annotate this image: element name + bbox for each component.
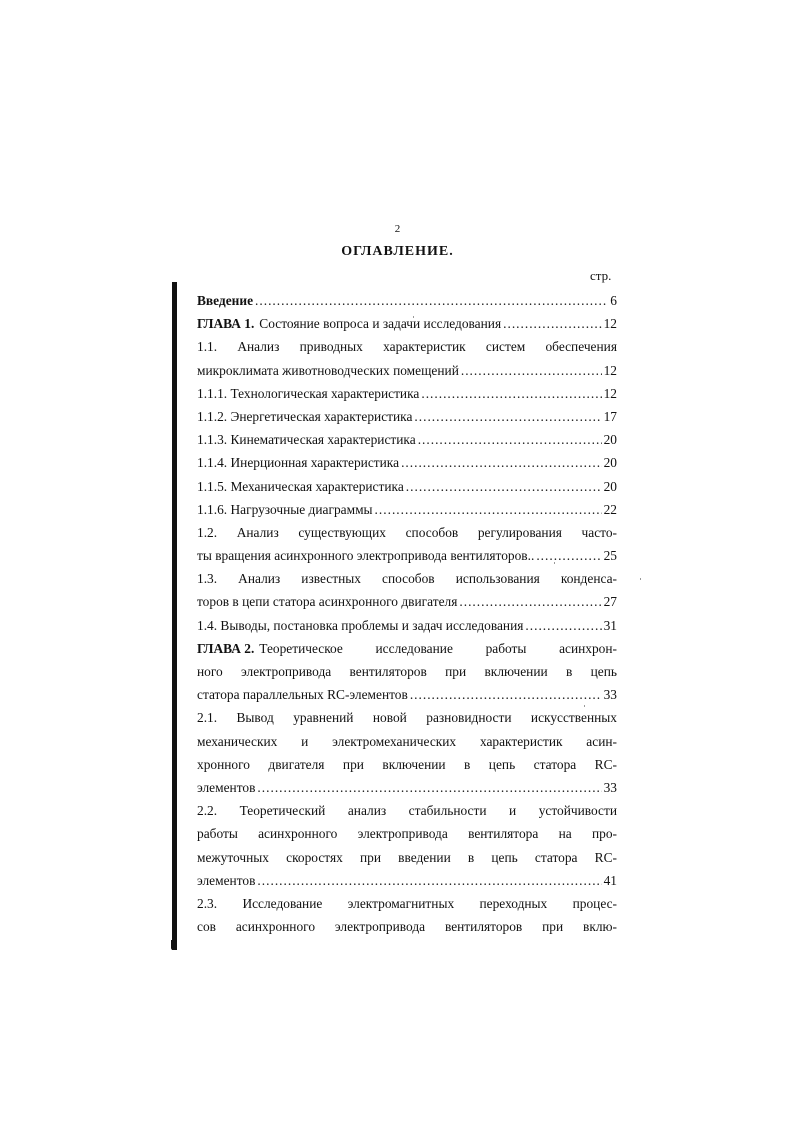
table-of-contents: [197, 289, 617, 938]
toc-entry-text: 2.2. Теоретический анализ стабильности и устойчивости: [197, 803, 617, 819]
toc-entry: [197, 614, 617, 637]
toc-entry-text: хронного двигателя при включении в цепь статора RC-: [197, 756, 617, 772]
toc-dot-leader: [255, 289, 608, 312]
toc-entry-page: 22: [603, 501, 617, 517]
page-number: 2: [394, 223, 401, 235]
toc-entry-text: 1.1.4. Инерционная характеристика: [197, 455, 400, 471]
toc-entry: [197, 822, 617, 845]
toc-entry: [197, 544, 617, 567]
toc-entry: [197, 567, 617, 590]
toc-dot-leader: [459, 590, 601, 613]
toc-entry: [197, 498, 617, 521]
toc-entry: [197, 637, 617, 660]
toc-entry-text: работы асинхронного электропривода вентилятора на про-: [197, 826, 617, 842]
toc-entry-text: 1.1.1. Технологическая характеристика: [197, 385, 420, 401]
toc-entry: [197, 405, 617, 428]
toc-entry: [197, 706, 617, 729]
toc-dot-leader: [536, 544, 601, 567]
toc-entry-text: 2.3. Исследование электромагнитных переходных процес-: [197, 895, 617, 911]
toc-entry-page: 27: [603, 594, 617, 610]
toc-dot-leader: [525, 614, 601, 637]
toc-entry-text: ного электропривода вентиляторов при включении в цепь: [197, 664, 617, 679]
toc-entry: [197, 590, 617, 613]
toc-entry-page: 12: [603, 385, 617, 401]
toc-entry-text: элементов: [197, 872, 256, 888]
toc-entry: [197, 753, 617, 776]
toc-entry-text: 1.2. Анализ существующих способов регулирования часто-: [197, 524, 617, 540]
toc-dot-leader: [421, 382, 601, 405]
toc-entry: [197, 683, 617, 706]
toc-entry: [197, 799, 617, 822]
toc-entry-prefix: ГЛАВА 1.: [197, 316, 255, 332]
toc-title: ОГЛАВЛЕНИЕ.: [341, 244, 454, 259]
toc-dot-leader: [461, 359, 602, 382]
toc-entry-text: Состояние вопроса и задачи исследования: [259, 316, 502, 332]
toc-entry-text: 1.1.6. Нагрузочные диаграммы: [197, 501, 373, 517]
toc-entry-page: 12: [603, 316, 617, 332]
toc-entry-page: 33: [603, 687, 617, 703]
toc-entry-prefix: ГЛАВА 2.: [197, 640, 255, 656]
scan-speck: [640, 578, 641, 580]
toc-entry-text: Теоретическое исследование работы асинхрон-: [259, 640, 617, 656]
toc-dot-leader: [401, 451, 602, 474]
toc-entry-text: 2.1. Вывод уравнений новой разновидности искусственных: [197, 710, 617, 726]
toc-entry-page: 41: [603, 872, 617, 888]
toc-entry-text: элементов: [197, 779, 256, 795]
scan-edge-shadow-tip: [171, 940, 177, 950]
toc-entry-text: ты вращения асинхронного электропривода вентиляторов..: [197, 548, 535, 564]
toc-entry-page: 33: [603, 779, 617, 795]
toc-entry: [197, 869, 617, 892]
toc-entry-page: 20: [603, 455, 617, 471]
toc-entry: [197, 451, 617, 474]
toc-entry: [197, 892, 617, 915]
toc-entry-page: 20: [603, 478, 617, 494]
toc-entry-text: 1.1.3. Кинематическая характеристика: [197, 432, 416, 448]
toc-dot-leader: [414, 405, 601, 428]
toc-entry-page: 6: [610, 293, 617, 308]
toc-entry: [197, 428, 617, 451]
toc-dot-leader: [418, 428, 602, 451]
toc-dot-leader: [375, 498, 602, 521]
toc-entry: [197, 312, 617, 335]
toc-entry-text: статора параллельных RC-элементов: [197, 687, 408, 703]
toc-entry: [197, 475, 617, 498]
toc-entry-text: межуточных скоростях при введении в цепь статора RC-: [197, 849, 617, 865]
toc-entry-text: сов асинхронного электропривода вентиляторов при вклю-: [197, 919, 617, 935]
toc-entry: [197, 660, 617, 683]
toc-entry: [197, 289, 617, 312]
page-column-label: стр.: [590, 268, 612, 283]
toc-entry-text: 1.4. Выводы, постановка проблемы и задач исследования: [197, 617, 524, 633]
toc-entry-page: 12: [603, 362, 617, 378]
toc-entry: [197, 359, 617, 382]
toc-entry: [197, 846, 617, 869]
toc-entry-page: 31: [603, 617, 617, 633]
toc-entry-text: микроклимата животноводческих помещений: [197, 362, 459, 378]
toc-entry-text: 1.3. Анализ известных способов использования конденса-: [197, 571, 617, 587]
toc-entry: [197, 382, 617, 405]
toc-entry-text: торов в цепи статора асинхронного двигателя: [197, 594, 458, 610]
toc-entry-text: 1.1.5. Механическая характеристика: [197, 478, 404, 494]
toc-dot-leader: [406, 475, 602, 498]
toc-entry-text: 1.1.2. Энергетическая характеристика: [197, 408, 413, 424]
toc-entry: [197, 730, 617, 753]
toc-entry-page: 20: [603, 432, 617, 448]
toc-entry: [197, 521, 617, 544]
scan-edge-shadow: [172, 282, 177, 950]
toc-entry-page: 25: [603, 548, 617, 564]
toc-entry-page: 17: [603, 408, 617, 424]
toc-dot-leader: [257, 776, 601, 799]
toc-entry: [197, 776, 617, 799]
toc-entry-prefix: Введение: [197, 293, 254, 308]
toc-entry-text: 1.1. Анализ приводных характеристик систем обеспечения: [197, 339, 617, 355]
toc-entry: [197, 335, 617, 358]
toc-entry: [197, 915, 617, 938]
toc-dot-leader: [410, 683, 602, 706]
toc-dot-leader: [257, 869, 601, 892]
toc-dot-leader: [503, 312, 601, 335]
toc-entry-text: механических и электромеханических характеристик асин-: [197, 733, 617, 749]
